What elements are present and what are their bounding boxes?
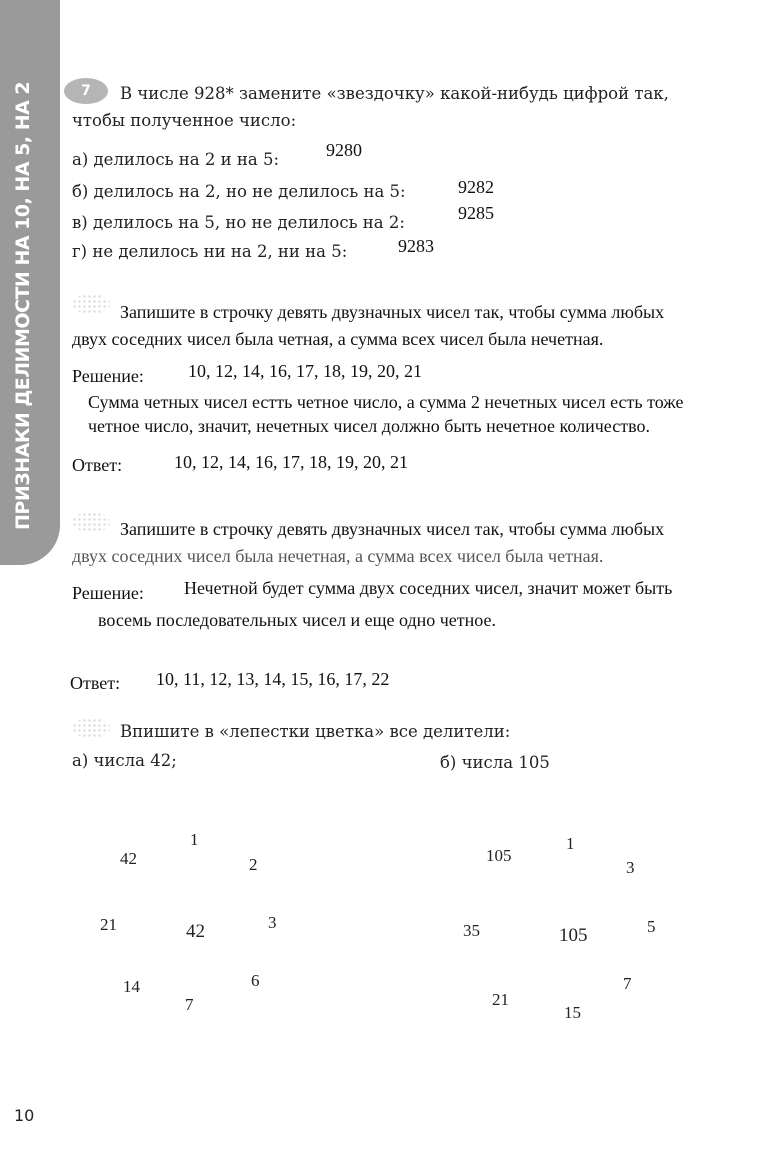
flower-center: 42	[186, 921, 205, 942]
task8-answer: 10, 12, 14, 16, 17, 18, 19, 20, 21	[174, 452, 408, 472]
flower-petal: 1	[566, 834, 575, 853]
task7-item: б) делилось на 2, но не делилось на 5:	[72, 182, 406, 201]
task8-explanation: Сумма четных чисел естть четное число, а сумма 2 нечетных чисел есть тоже	[88, 392, 684, 412]
task8-solution-label: Решение:	[72, 366, 144, 386]
task-number-badge: 7	[64, 78, 108, 104]
task7-answer: 9285	[458, 203, 494, 223]
chapter-sidebar	[0, 0, 60, 565]
task7-item: г) не делилось ни на 2, ни на 5:	[72, 242, 348, 261]
task7-item: в) делилось на 5, но не делилось на 2:	[72, 213, 405, 232]
page-number: 10	[14, 1106, 35, 1125]
task9-answer-label: Ответ:	[70, 673, 121, 693]
task10-text: Впишите в «лепестки цветка» все делители:	[120, 722, 511, 741]
task-icon	[72, 718, 110, 738]
task10-b-label: б) числа 105	[440, 753, 550, 772]
flower-petal: 6	[251, 971, 260, 990]
task7-text: В числе 928* замените «звездочку» какой-нибудь цифрой так,	[120, 84, 669, 103]
task-icon	[72, 512, 110, 532]
task9-answer: 10, 11, 12, 13, 14, 15, 16, 17, 22	[156, 669, 390, 689]
flower-petal: 21	[100, 915, 117, 934]
flower-center: 105	[559, 925, 588, 946]
task9-solution: восемь последовательных чисел и еще одно четное.	[98, 610, 497, 630]
task7-answer: 9280	[326, 140, 362, 160]
task8-solution: 10, 12, 14, 16, 17, 18, 19, 20, 21	[188, 361, 422, 381]
flower-petal: 105	[486, 846, 512, 865]
task9-solution: Нечетной будет сумма двух соседних чисел, значит может быть	[184, 578, 673, 598]
flower-petal: 7	[623, 974, 632, 993]
flower-petal: 14	[123, 977, 140, 996]
flower-petal: 21	[492, 990, 509, 1009]
flower-petal: 42	[120, 849, 137, 868]
flower-petal: 7	[185, 995, 194, 1014]
task8-text: двух соседних чисел была четная, а сумма всех чисел была нечетная.	[72, 329, 604, 349]
chapter-title: ПРИЗНАКИ ДЕЛИМОСТИ НА 10, НА 5, НА 2	[12, 81, 34, 530]
task9-text: Запишите в строчку девять двузначных чисел так, чтобы сумма любых	[120, 519, 665, 539]
task7-answer: 9283	[398, 236, 434, 256]
flower-petal: 2	[249, 855, 258, 874]
task9-text: двух соседних чисел была нечетная, а сумма всех чисел была четная.	[72, 546, 604, 566]
task10-a-label: а) числа 42;	[72, 751, 177, 770]
flower-petal: 1	[190, 830, 199, 849]
task7-text: чтобы полученное число:	[72, 111, 297, 130]
flower-petal: 15	[564, 1003, 581, 1022]
task8-explanation: четное число, значит, нечетных чисел должно быть нечетное количество.	[88, 416, 650, 436]
flower-petal: 35	[463, 921, 480, 940]
flower-petal: 3	[626, 858, 635, 877]
flower-petal: 3	[268, 913, 277, 932]
task7-answer: 9282	[458, 177, 494, 197]
task9-solution-label: Решение:	[72, 583, 144, 603]
task8-text: Запишите в строчку девять двузначных чисел так, чтобы сумма любых	[120, 302, 665, 322]
task8-answer-label: Ответ:	[72, 455, 123, 475]
task-icon	[72, 294, 110, 314]
flower-petal: 5	[647, 917, 656, 936]
task7-item: а) делилось на 2 и на 5:	[72, 150, 280, 169]
